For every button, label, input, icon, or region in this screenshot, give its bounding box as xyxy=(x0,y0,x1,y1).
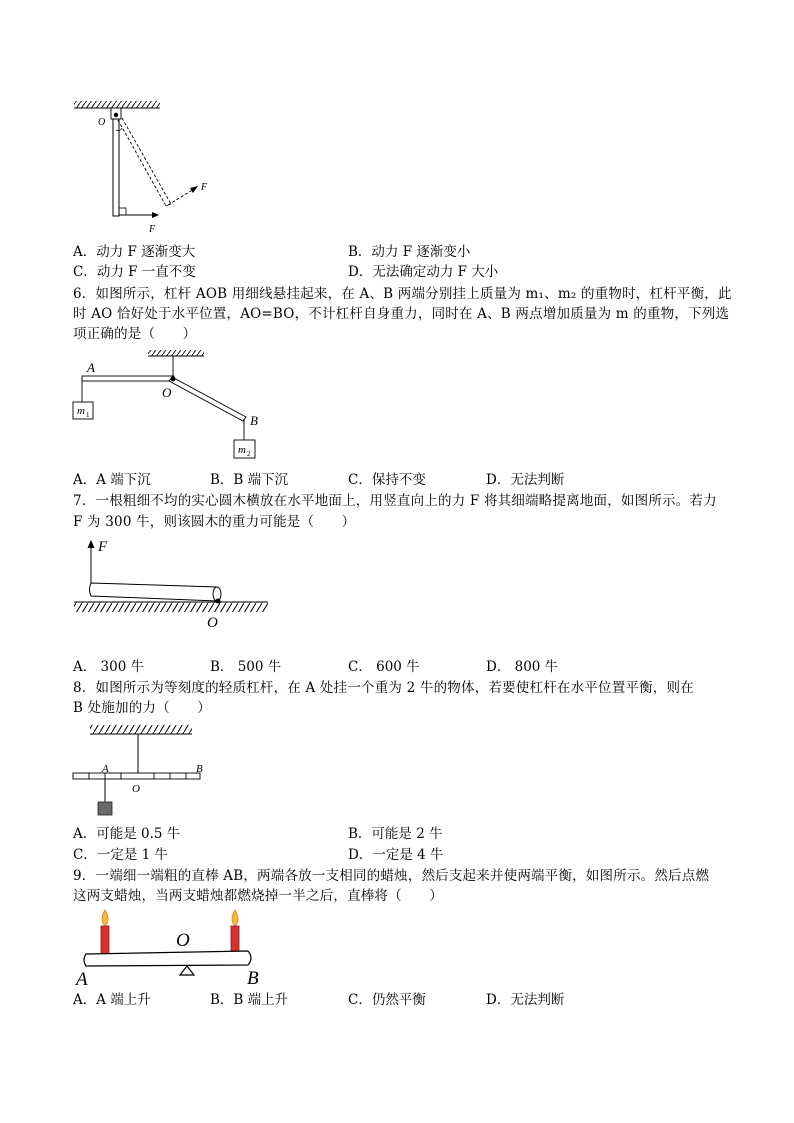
candle-flame-left xyxy=(102,910,108,926)
rod-ab xyxy=(84,951,251,966)
dashed-rod-edge-2 xyxy=(122,118,171,204)
q9-option-b: B．B 端上升 xyxy=(210,992,289,1008)
contact-point-o xyxy=(216,599,221,604)
q7-option-d: D． 800 牛 xyxy=(486,659,559,675)
q8-figure xyxy=(70,722,220,822)
q7-option-b: B． 500 牛 xyxy=(210,659,282,675)
q9-label-b: B xyxy=(247,968,259,989)
q6-line-1: 6．如图所示，杠杆 AOB 用细线悬挂起来，在 A、B 两端分别挂上质量为 m₁、m₂ 的重物时，杠杆平衡，此 xyxy=(73,286,732,302)
q7-figure xyxy=(70,533,280,633)
ceiling-hatch xyxy=(90,725,192,734)
force-arrow-dashed xyxy=(168,189,194,205)
lever-bar xyxy=(73,773,200,779)
q6-figure xyxy=(68,347,288,462)
lever-arm-ob xyxy=(169,377,246,421)
q6-label-b: B xyxy=(250,413,258,428)
q9-line-1: 9．一端细一端粗的直棒 AB，两端各放一支相同的蜡烛，然后支起来并使两端平衡，如图所示。然后点燃 xyxy=(73,868,710,884)
q5-option-c: C．动力 F 一直不变 xyxy=(73,264,196,280)
q6-option-a: A．A 端下沉 xyxy=(73,472,151,488)
q5-option-d: D．无法确定动力 F 大小 xyxy=(348,264,499,280)
q8-label-b: B xyxy=(196,763,203,775)
q5-option-a: A．动力 F 逐渐变大 xyxy=(73,244,196,260)
q8-line-2: B 处施加的力（ ） xyxy=(73,700,211,716)
q6-label-a: A xyxy=(87,360,95,375)
q8-option-b: B．可能是 2 牛 xyxy=(348,826,443,842)
q8-line-1: 8．如图所示为等刻度的轻质杠杆，在 A 处挂一个重为 2 牛的物体，若要使杠杆在水平位置平衡，则在 xyxy=(73,680,694,696)
ground-hatch xyxy=(74,602,268,612)
lever-arm-ao xyxy=(82,376,174,381)
ceiling-hatch xyxy=(74,101,160,108)
vertical-rod xyxy=(113,119,119,216)
q6-label-m2: m xyxy=(238,444,246,456)
q6-line-2: 时 AO 恰好处于水平位置，AO=BO，不计杠杆自身重力，同时在 A、B 两点增加质量为 m 的重物，下列选 xyxy=(73,306,730,322)
q7-line-1: 7．一根粗细不均的实心圆木横放在水平地面上，用竖直向上的力 F 将其细端略提离地面，如图所示。若力 xyxy=(73,493,717,509)
q6-label-o: O xyxy=(162,385,172,400)
q8-label-a: A xyxy=(102,763,109,775)
q6-option-b: B．B 端下沉 xyxy=(210,472,289,488)
q5-label-f1: F xyxy=(201,182,208,193)
q5-label-f2: F xyxy=(149,224,156,235)
force-arrow-dashed-head xyxy=(190,186,198,193)
q9-figure xyxy=(72,908,272,990)
force-arrow-horizontal-head xyxy=(152,212,159,218)
q9-option-d: D．无法判断 xyxy=(486,992,565,1008)
candle-left xyxy=(101,926,109,954)
q5-option-b: B．动力 F 逐渐变小 xyxy=(348,244,471,260)
fulcrum xyxy=(180,966,194,975)
q6-label-m1: m xyxy=(77,405,85,417)
q7-option-c: C． 600 牛 xyxy=(348,659,420,675)
dashed-rod-edge-1 xyxy=(118,120,166,206)
q6-label-m2-sub: 2 xyxy=(247,450,251,458)
q8-option-c: C．一定是 1 牛 xyxy=(73,847,169,863)
pivot-pin xyxy=(114,113,118,117)
candle-right xyxy=(231,926,239,954)
candle-flame-right xyxy=(232,910,238,926)
log xyxy=(90,583,220,601)
q7-option-a: A． 300 牛 xyxy=(73,659,145,675)
q5-label-o: O xyxy=(98,117,106,128)
q7-label-f: F xyxy=(98,539,108,555)
q6-label-m1-sub: 1 xyxy=(86,411,90,419)
q9-option-c: C．仍然平衡 xyxy=(348,992,426,1008)
q9-label-o: O xyxy=(176,930,190,951)
right-angle-mark xyxy=(119,208,126,215)
q8-option-a: A．可能是 0.5 牛 xyxy=(73,826,181,842)
pivot-o xyxy=(171,377,176,382)
q8-option-d: D．一定是 4 牛 xyxy=(348,847,444,863)
q8-label-o: O xyxy=(132,783,140,795)
q6-option-c: C．保持不变 xyxy=(348,472,426,488)
q9-option-a: A．A 端上升 xyxy=(73,992,151,1008)
q6-line-3: 项正确的是（ ） xyxy=(73,326,197,342)
force-arrow-head xyxy=(88,540,95,548)
q5-figure xyxy=(70,96,230,236)
q7-line-2: F 为 300 牛，则该圆木的重力可能是（ ） xyxy=(73,514,356,530)
weight xyxy=(98,802,112,815)
q9-line-2: 这两支蜡烛，当两支蜡烛都燃烧掉一半之后，直棒将（ ） xyxy=(73,888,443,904)
ceiling-hatch xyxy=(148,350,204,356)
q6-option-d: D．无法判断 xyxy=(486,472,565,488)
q9-label-a: A xyxy=(76,969,88,990)
q7-label-o: O xyxy=(207,615,218,631)
